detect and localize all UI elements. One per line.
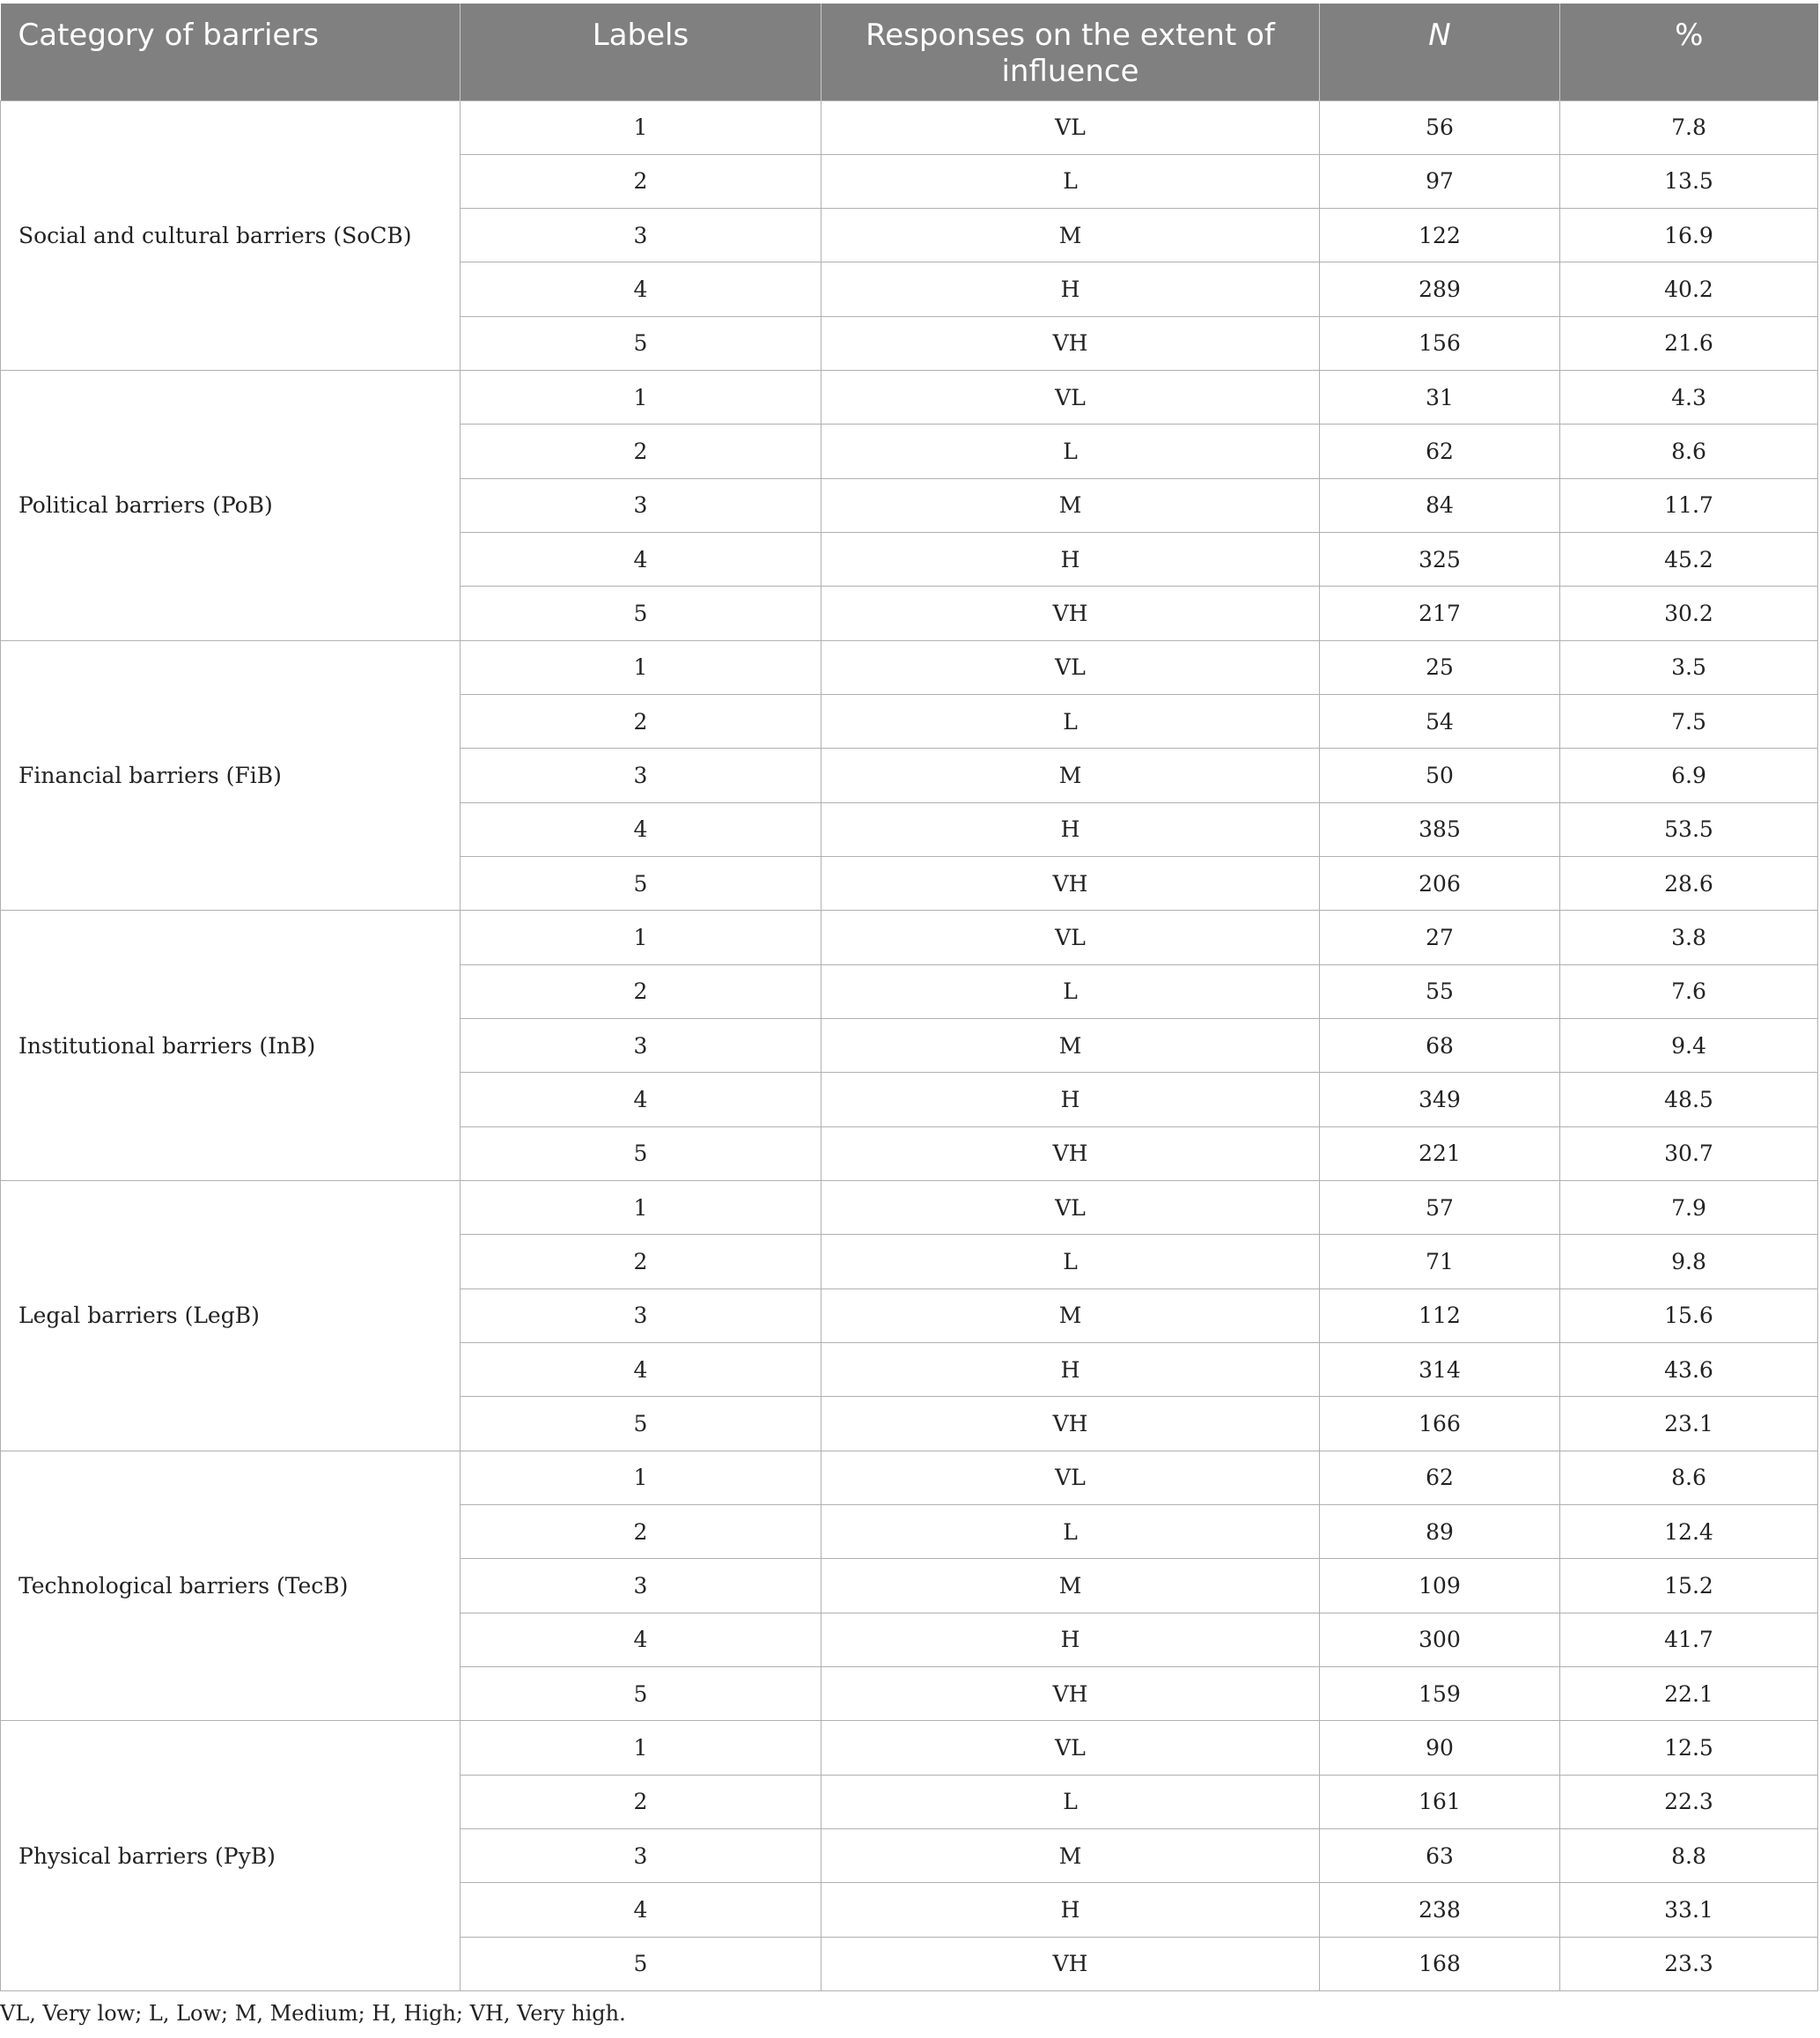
category-cell: Physical barriers (PyB) (1, 1721, 461, 1991)
label-cell: 2 (461, 964, 822, 1018)
header-responses: Responses on the extent of influence (822, 4, 1320, 100)
n-cell: 325 (1320, 533, 1560, 587)
label-cell: 5 (461, 1126, 822, 1180)
response-cell: L (822, 1775, 1320, 1828)
percent-cell: 16.9 (1560, 209, 1818, 262)
table-header (1, 4, 1818, 100)
response-cell: M (822, 209, 1320, 262)
label-cell: 1 (461, 1721, 822, 1775)
percent-cell: 15.2 (1560, 1559, 1818, 1613)
label-cell: 3 (461, 1559, 822, 1613)
response-cell: M (822, 1559, 1320, 1613)
response-cell: H (822, 533, 1320, 587)
response-cell: H (822, 1613, 1320, 1666)
response-cell: L (822, 1505, 1320, 1559)
n-cell: 168 (1320, 1937, 1560, 1990)
percent-cell: 9.8 (1560, 1235, 1818, 1289)
table-row (1, 1181, 1818, 1235)
response-cell: VH (822, 316, 1320, 370)
percent-cell: 6.9 (1560, 749, 1818, 802)
label-cell: 4 (461, 1883, 822, 1937)
n-cell: 217 (1320, 587, 1560, 640)
n-cell: 112 (1320, 1289, 1560, 1342)
response-cell: VH (822, 1397, 1320, 1451)
label-cell: 2 (461, 425, 822, 478)
response-cell: M (822, 1289, 1320, 1342)
percent-cell: 7.6 (1560, 964, 1818, 1018)
response-cell: VL (822, 911, 1320, 964)
header-row (1, 4, 1818, 100)
n-cell: 166 (1320, 1397, 1560, 1451)
label-cell: 5 (461, 857, 822, 911)
percent-cell: 3.5 (1560, 640, 1818, 694)
percent-cell: 53.5 (1560, 802, 1818, 856)
table-row (1, 371, 1818, 425)
label-cell: 1 (461, 640, 822, 694)
response-cell: H (822, 262, 1320, 316)
percent-cell: 4.3 (1560, 371, 1818, 425)
percent-cell: 12.5 (1560, 1721, 1818, 1775)
n-cell: 25 (1320, 640, 1560, 694)
response-cell: VH (822, 1126, 1320, 1180)
response-cell: H (822, 1343, 1320, 1397)
label-cell: 1 (461, 1451, 822, 1504)
response-cell: H (822, 1073, 1320, 1126)
table-footnote: VL, Very low; L, Low; M, Medium; H, High; VH, Very high. (0, 2001, 626, 2026)
label-cell: 5 (461, 316, 822, 370)
label-cell: 3 (461, 1019, 822, 1073)
header-category: Category of barriers (1, 4, 461, 100)
n-cell: 31 (1320, 371, 1560, 425)
percent-cell: 7.5 (1560, 695, 1818, 749)
percent-cell: 12.4 (1560, 1505, 1818, 1559)
n-cell: 68 (1320, 1019, 1560, 1073)
response-cell: L (822, 964, 1320, 1018)
label-cell: 5 (461, 587, 822, 640)
percent-cell: 7.8 (1560, 100, 1818, 154)
n-cell: 27 (1320, 911, 1560, 964)
n-cell: 55 (1320, 964, 1560, 1018)
label-cell: 2 (461, 695, 822, 749)
label-cell: 5 (461, 1397, 822, 1451)
percent-cell: 8.6 (1560, 1451, 1818, 1504)
category-cell: Technological barriers (TecB) (1, 1451, 461, 1721)
n-cell: 54 (1320, 695, 1560, 749)
label-cell: 2 (461, 1775, 822, 1828)
percent-cell: 45.2 (1560, 533, 1818, 587)
n-cell: 62 (1320, 425, 1560, 478)
n-cell: 300 (1320, 1613, 1560, 1666)
label-cell: 2 (461, 1235, 822, 1289)
percent-cell: 23.1 (1560, 1397, 1818, 1451)
response-cell: M (822, 478, 1320, 532)
n-cell: 159 (1320, 1667, 1560, 1721)
percent-cell: 40.2 (1560, 262, 1818, 316)
percent-cell: 11.7 (1560, 478, 1818, 532)
n-cell: 109 (1320, 1559, 1560, 1613)
table-row (1, 1721, 1818, 1775)
n-cell: 206 (1320, 857, 1560, 911)
category-cell: Political barriers (PoB) (1, 371, 461, 641)
response-cell: VH (822, 1667, 1320, 1721)
table-row (1, 1451, 1818, 1504)
label-cell: 5 (461, 1667, 822, 1721)
n-cell: 122 (1320, 209, 1560, 262)
percent-cell: 22.1 (1560, 1667, 1818, 1721)
n-cell: 97 (1320, 154, 1560, 208)
label-cell: 1 (461, 911, 822, 964)
percent-cell: 30.2 (1560, 587, 1818, 640)
n-cell: 238 (1320, 1883, 1560, 1937)
response-cell: VL (822, 640, 1320, 694)
percent-cell: 43.6 (1560, 1343, 1818, 1397)
response-cell: H (822, 802, 1320, 856)
label-cell: 3 (461, 749, 822, 802)
n-cell: 161 (1320, 1775, 1560, 1828)
response-cell: M (822, 749, 1320, 802)
label-cell: 4 (461, 1343, 822, 1397)
n-cell: 89 (1320, 1505, 1560, 1559)
label-cell: 1 (461, 100, 822, 154)
category-cell: Legal barriers (LegB) (1, 1181, 461, 1451)
response-cell: M (822, 1019, 1320, 1073)
label-cell: 4 (461, 1073, 822, 1126)
percent-cell: 23.3 (1560, 1937, 1818, 1990)
response-cell: VL (822, 1721, 1320, 1775)
percent-cell: 8.6 (1560, 425, 1818, 478)
percent-cell: 22.3 (1560, 1775, 1818, 1828)
percent-cell: 3.8 (1560, 911, 1818, 964)
label-cell: 4 (461, 262, 822, 316)
n-cell: 221 (1320, 1126, 1560, 1180)
response-cell: VL (822, 1451, 1320, 1504)
n-cell: 349 (1320, 1073, 1560, 1126)
label-cell: 3 (461, 478, 822, 532)
response-cell: VL (822, 100, 1320, 154)
percent-cell: 30.7 (1560, 1126, 1818, 1180)
header-n: N (1320, 4, 1560, 100)
percent-cell: 13.5 (1560, 154, 1818, 208)
table-row (1, 640, 1818, 694)
label-cell: 1 (461, 371, 822, 425)
n-cell: 314 (1320, 1343, 1560, 1397)
n-cell: 56 (1320, 100, 1560, 154)
response-cell: VL (822, 371, 1320, 425)
percent-cell: 8.8 (1560, 1829, 1818, 1883)
label-cell: 2 (461, 154, 822, 208)
table-row (1, 911, 1818, 964)
barriers-table (0, 4, 1818, 1991)
n-cell: 62 (1320, 1451, 1560, 1504)
percent-cell: 41.7 (1560, 1613, 1818, 1666)
response-cell: L (822, 695, 1320, 749)
n-cell: 57 (1320, 1181, 1560, 1235)
percent-cell: 15.6 (1560, 1289, 1818, 1342)
percent-cell: 21.6 (1560, 316, 1818, 370)
n-cell: 71 (1320, 1235, 1560, 1289)
category-cell: Institutional barriers (InB) (1, 911, 461, 1181)
label-cell: 1 (461, 1181, 822, 1235)
category-cell: Financial barriers (FiB) (1, 640, 461, 911)
n-cell: 156 (1320, 316, 1560, 370)
percent-cell: 7.9 (1560, 1181, 1818, 1235)
header-labels: Labels (461, 4, 822, 100)
response-cell: L (822, 1235, 1320, 1289)
n-cell: 63 (1320, 1829, 1560, 1883)
table-body (1, 100, 1818, 1990)
label-cell: 3 (461, 209, 822, 262)
label-cell: 2 (461, 1505, 822, 1559)
n-cell: 90 (1320, 1721, 1560, 1775)
header-percent: % (1560, 4, 1818, 100)
percent-cell: 28.6 (1560, 857, 1818, 911)
response-cell: L (822, 425, 1320, 478)
label-cell: 3 (461, 1829, 822, 1883)
label-cell: 4 (461, 533, 822, 587)
response-cell: H (822, 1883, 1320, 1937)
n-cell: 84 (1320, 478, 1560, 532)
label-cell: 4 (461, 1613, 822, 1666)
label-cell: 5 (461, 1937, 822, 1990)
response-cell: VH (822, 587, 1320, 640)
percent-cell: 9.4 (1560, 1019, 1818, 1073)
category-cell: Social and cultural barriers (SoCB) (1, 100, 461, 371)
n-cell: 385 (1320, 802, 1560, 856)
percent-cell: 33.1 (1560, 1883, 1818, 1937)
n-cell: 50 (1320, 749, 1560, 802)
table-row (1, 100, 1818, 154)
response-cell: VL (822, 1181, 1320, 1235)
response-cell: M (822, 1829, 1320, 1883)
response-cell: L (822, 154, 1320, 208)
n-cell: 289 (1320, 262, 1560, 316)
label-cell: 3 (461, 1289, 822, 1342)
percent-cell: 48.5 (1560, 1073, 1818, 1126)
label-cell: 4 (461, 802, 822, 856)
response-cell: VH (822, 857, 1320, 911)
response-cell: VH (822, 1937, 1320, 1990)
